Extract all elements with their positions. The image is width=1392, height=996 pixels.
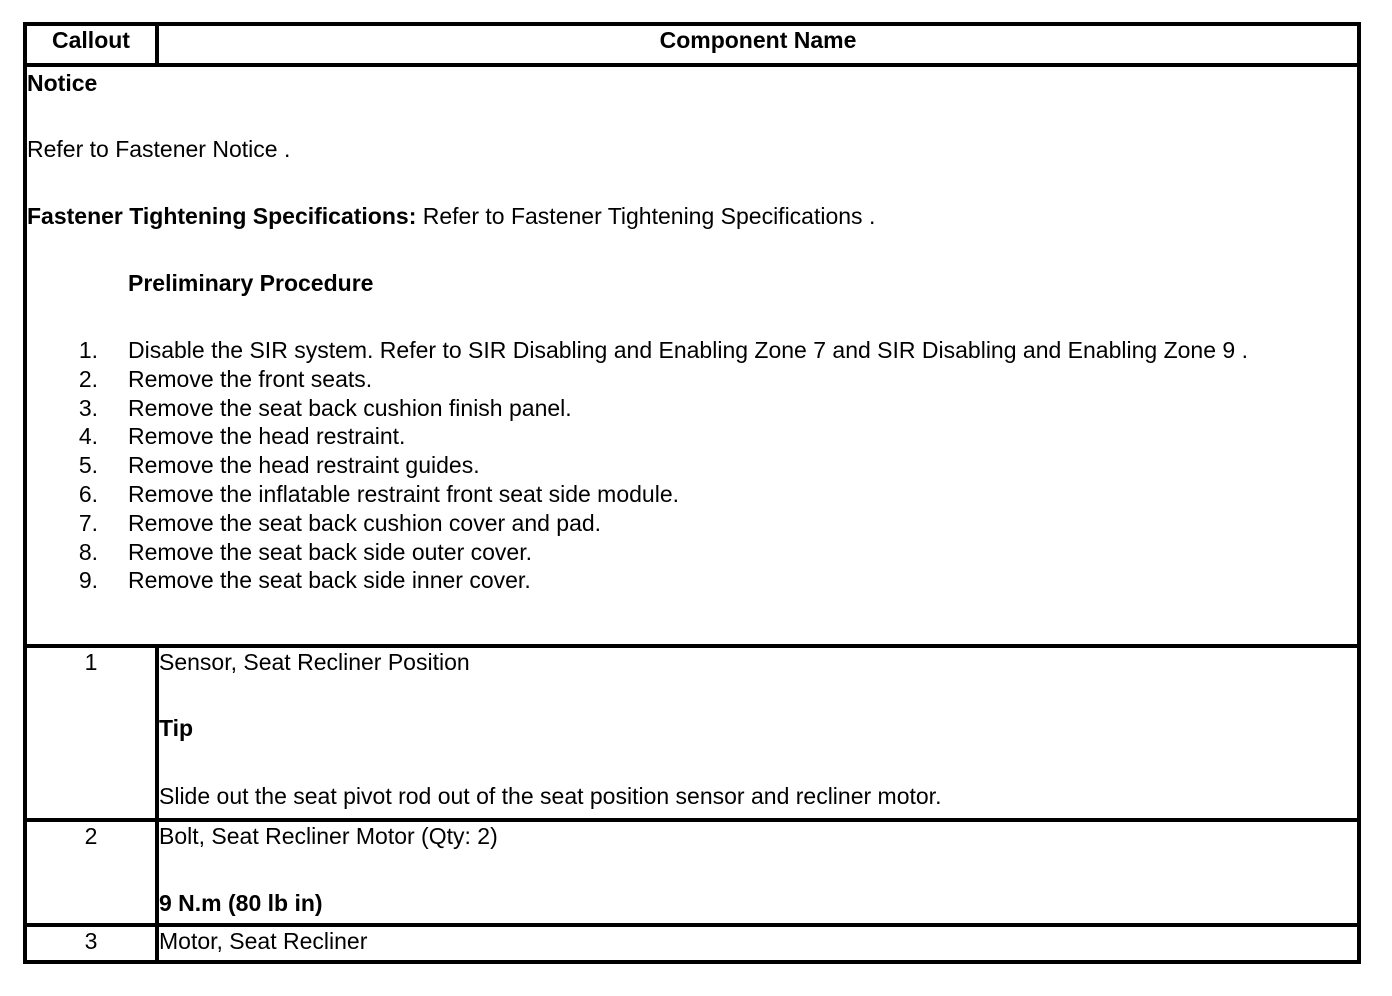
procedure-steps-list	[27, 336, 1357, 595]
step-text: Remove the head restraint guides.	[128, 452, 480, 479]
procedure-step	[27, 422, 1357, 451]
component-table	[23, 22, 1361, 964]
intro-cell	[25, 65, 1359, 646]
table-row	[25, 820, 1359, 925]
table-row	[25, 646, 1359, 820]
step-number: 9.	[78, 567, 98, 594]
component-name: Motor, Seat Recliner	[159, 928, 368, 954]
step-text: Remove the head restraint.	[128, 423, 406, 450]
step-text: Remove the seat back cushion cover and pad.	[128, 509, 602, 536]
notice-text: Refer to Fastener Notice .	[27, 136, 291, 162]
component-name-header: Component Name	[157, 24, 1359, 65]
preliminary-procedure-title: Preliminary Procedure	[128, 270, 374, 296]
tip-text: Slide out the seat pivot rod out of the seat position sensor and recliner motor.	[159, 783, 942, 809]
torque-spec: 9 N.m (80 lb in)	[159, 890, 323, 916]
tip-title: Tip	[159, 715, 194, 741]
component-cell	[157, 925, 1359, 962]
procedure-step	[27, 394, 1357, 423]
tightening-spec-label: Fastener Tightening Specifications:	[27, 203, 417, 229]
step-number: 6.	[78, 480, 98, 507]
callout-header: Callout	[25, 24, 157, 65]
component-cell	[157, 820, 1359, 925]
callout-number: 1	[25, 646, 157, 820]
notice-title: Notice	[27, 70, 98, 96]
step-text: Disable the SIR system. Refer to SIR Disabling and Enabling Zone 7 and SIR Disabling and Enabling Zone 9 .	[128, 337, 1248, 363]
step-number: 8.	[78, 538, 98, 565]
step-text: Remove the seat back cushion finish panel.	[128, 394, 572, 421]
step-text: Remove the seat back side inner cover.	[128, 567, 531, 594]
table-row	[25, 925, 1359, 962]
tightening-spec-line	[27, 202, 1357, 230]
step-number: 2.	[78, 365, 98, 392]
header-row	[25, 24, 1359, 65]
component-name: Sensor, Seat Recliner Position	[159, 649, 470, 675]
procedure-step	[27, 538, 1357, 567]
procedure-step	[27, 480, 1357, 509]
procedure-document	[23, 22, 1357, 975]
tightening-spec-text: Refer to Fastener Tightening Specifications .	[416, 203, 876, 229]
component-cell	[157, 646, 1359, 820]
component-name: Bolt, Seat Recliner Motor (Qty: 2)	[159, 823, 498, 849]
callout-number: 2	[25, 820, 157, 925]
procedure-step	[27, 566, 1357, 595]
procedure-step	[27, 365, 1357, 394]
step-text: Remove the front seats.	[128, 365, 373, 392]
callout-number: 3	[25, 925, 157, 962]
step-number: 3.	[78, 394, 98, 421]
step-number: 7.	[78, 509, 98, 536]
procedure-step	[27, 451, 1357, 480]
step-text: Remove the inflatable restraint front seat side module.	[128, 480, 680, 507]
procedure-step	[27, 336, 1357, 365]
procedure-step	[27, 509, 1357, 538]
step-number: 4.	[78, 423, 98, 450]
step-text: Remove the seat back side outer cover.	[128, 538, 532, 565]
intro-row	[25, 65, 1359, 646]
step-number: 5.	[78, 452, 98, 479]
step-number: 1.	[78, 337, 98, 363]
